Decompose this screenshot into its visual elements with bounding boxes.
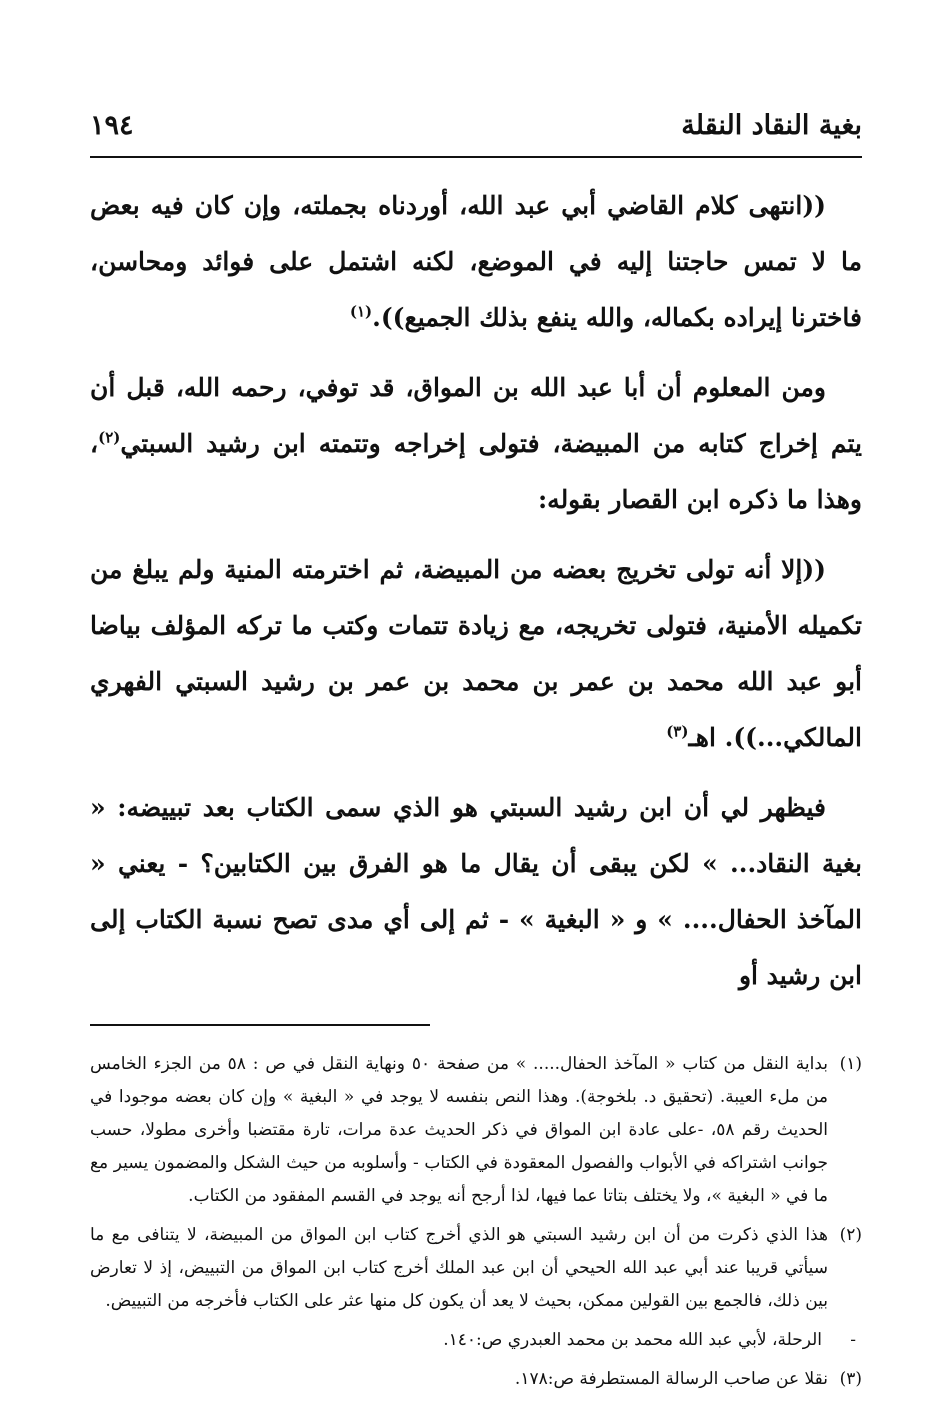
footnote-ref: (١) — [349, 302, 373, 321]
footnote-text: بداية النقل من كتاب « المآخذ الحفال..... » من صفحة ٥٠ ونهاية النقل في ص : ٥٨ من الجزء الخامس من ملء العيبة. (تحقيق د. بلخوجة). وهذا النص بنفسه لا يوجد في « البغية » وإن كان بعضه موجودا في الحديث رقم ٥٨، -على عادة ابن المواق في ذكر الحديث عدة مرات، تارة مقتضبا وأخرى مطولا، حسب جوانب اشتراكه في الأبواب والفصول المعقودة في الكتاب - وأسلوبه من حيث الشكل والمضمون يسير مع ما في « البغية »، ولا يختلف بتاتا عما فيها، لذا أرجح أنه يوجد في القسم المفقود من الكتاب. — [90, 1054, 829, 1206]
footnote-ref: (٣) — [666, 722, 689, 741]
paragraph-text: ومن المعلوم أن أبا عبد الله بن المواق، قد توفي، رحمه الله، قبل أن يتم إخراج كتابه من المبيضة، فتولى إخراجه وتتمته ابن رشيد السبتي — [90, 373, 862, 458]
page-number: ١٩٤ — [90, 109, 134, 141]
paragraph-1 — [90, 178, 862, 346]
footnote-1 — [90, 1048, 862, 1213]
main-text — [90, 178, 862, 1004]
paragraph-3 — [90, 542, 862, 766]
paragraph-text: فيظهر لي أن ابن رشيد السبتي هو الذي سمى الكتاب بعد تبييضه: « بغية النقاد... » لكن يبقى أن يقال ما هو الفرق بين الكتابين؟ - يعني « المآخذ الحفال.... » و « البغية » - ثم إلى أي مدى تصح نسبة الكتاب إلى ابن رشيد أو — [90, 793, 862, 990]
footnote-2-source — [90, 1324, 862, 1357]
footnote-rule — [90, 1024, 430, 1026]
footnote-text: هذا الذي ذكرت من أن ابن رشيد السبتي هو الذي أخرج كتاب ابن المواق من المبيضة، لا يتنافى مع ما سيأتي قريبا عند أبي عبد الله الحيحي أن ابن عبد الملك أخرج كتاب ابن المواق من التبييض، إذ لا تعارض بين ذلك، فالجمع بين القولين ممكن، بحيث لا يعد أن يكون كل منها عثر على الكتاب فأخرجه من التبييض. — [90, 1225, 828, 1311]
footnotes — [90, 1048, 862, 1396]
footnote-3 — [90, 1363, 862, 1396]
footnote-dash: - — [850, 1330, 856, 1350]
running-title: بغية النقاد النقلة — [681, 109, 862, 141]
footnote-number: (٢) — [839, 1225, 862, 1245]
book-page — [90, 100, 862, 1402]
paragraph-4 — [90, 780, 862, 1004]
footnote-text: نقلا عن صاحب الرسالة المستطرفة ص:١٧٨. — [514, 1369, 828, 1389]
paragraph-text: ، وهذا ما ذكره ابن القصار بقوله: — [90, 429, 862, 514]
paragraph-text: ((انتهى كلام القاضي أبي عبد الله، أوردناه بجملته، وإن كان فيه بعض ما لا تمس حاجتنا إليه في الموضع، لكنه اشتمل على فوائد ومحاسن، فاخترنا إيراده بكماله، والله ينفع بذلك الجميع)). — [90, 191, 862, 332]
paragraph-text: ((إلا أنه تولى تخريج بعضه من المبيضة، ثم اخترمته المنية ولم يبلغ من تكميله الأمنية، فتولى تخريجه، مع زيادة تتمات وكتب ما تركه المؤلف بياضا أبو عبد الله محمد بن عمر بن محمد بن عمر بن رشيد السبتي الفهري المالكي...)). اهـ — [90, 555, 862, 752]
footnote-ref: (٢) — [98, 428, 121, 447]
footnote-number: (١) — [839, 1054, 862, 1074]
footnote-2 — [90, 1219, 862, 1318]
header-rule — [90, 156, 862, 158]
paragraph-2 — [90, 360, 862, 528]
footnote-number: (٣) — [839, 1369, 862, 1389]
page-header — [90, 100, 862, 150]
footnote-text: الرحلة، لأبي عبد الله محمد بن محمد العبدري ص:١٤٠. — [443, 1330, 822, 1350]
